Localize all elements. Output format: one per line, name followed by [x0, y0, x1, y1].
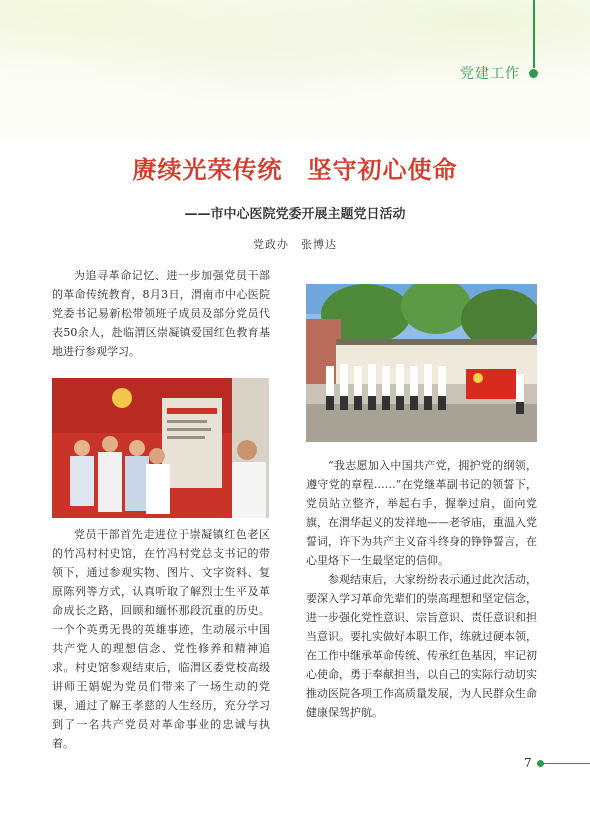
- party-flag-icon: [466, 369, 516, 399]
- header-vertical-rule: [533, 0, 535, 68]
- paragraph-museum: 党员干部首先走进位于崇凝镇红色老区的竹冯村村史馆，在竹冯村党总支书记的带领下，通过参观实物、图片、文字资料、复原陈列等方式，认真听取了解烈士生平及革命成长之路，回顾和缅怀那段沉重的历史。一个个英勇无畏的英雄事迹，生动展示中国共产党人的理想信念、党性修养和精神追求。村史馆参观结束后，临渭区委党校高级讲师王娟妮为党员们带来了一场生动的党课，通过了解王孝慈的人生经历，充分学习到了一名共产党员对革命事业的忠诚与执着。: [52, 528, 270, 750]
- photo-oath-ceremony: [306, 284, 537, 442]
- article-title: 赓续光荣传统 坚守初心使命: [132, 156, 458, 184]
- header-dot: [529, 69, 538, 78]
- photo-museum-visit: [52, 378, 269, 518]
- paragraph-conclusion: 参观结束后，大家纷纷表示通过此次活动，要深入学习革命先辈们的崇高理想和坚定信念，进一步强化党性意识、宗旨意识、责任意识和担当意识。要扎实做好本职工作，练就过硬本领，在工作中继承革命传统、传承红色基因，牢记初心使命，勇于奉献担当，以自己的实际行动切实推动医院各项工作高质量发展，为人民群众生命健康保驾护航。: [306, 573, 537, 719]
- paragraph-intro: 为追寻革命记忆、进一步加强党员干部的革命传统教育，8月3日，渭南市中心医院党委书记易新松带领班子成员及部分党员代表50余人，赴临渭区崇凝镇爱国红色教育基地进行参观学习。: [52, 269, 270, 358]
- article-byline: 党政办 张博达: [253, 238, 337, 251]
- section-label: 党建工作: [460, 66, 520, 82]
- paragraph-oath: “我志愿加入中国共产党，拥护党的纲领，遵守党的章程……”在党继革副书记的领誓下，党员站立整齐，举起右手，握拳过肩，面向党旗，在渭华起义的发祥地——老爷庙，重温入党誓词，许下为共产主义奋斗终身的铮铮誓言，在心里烙下一生最坚定的信仰。: [306, 459, 537, 567]
- article-subtitle: ——市中心医院党委开展主题党日活动: [184, 207, 406, 222]
- page-number: 7: [524, 756, 532, 770]
- footer-rule: [543, 763, 590, 764]
- party-emblem-icon: [112, 388, 132, 408]
